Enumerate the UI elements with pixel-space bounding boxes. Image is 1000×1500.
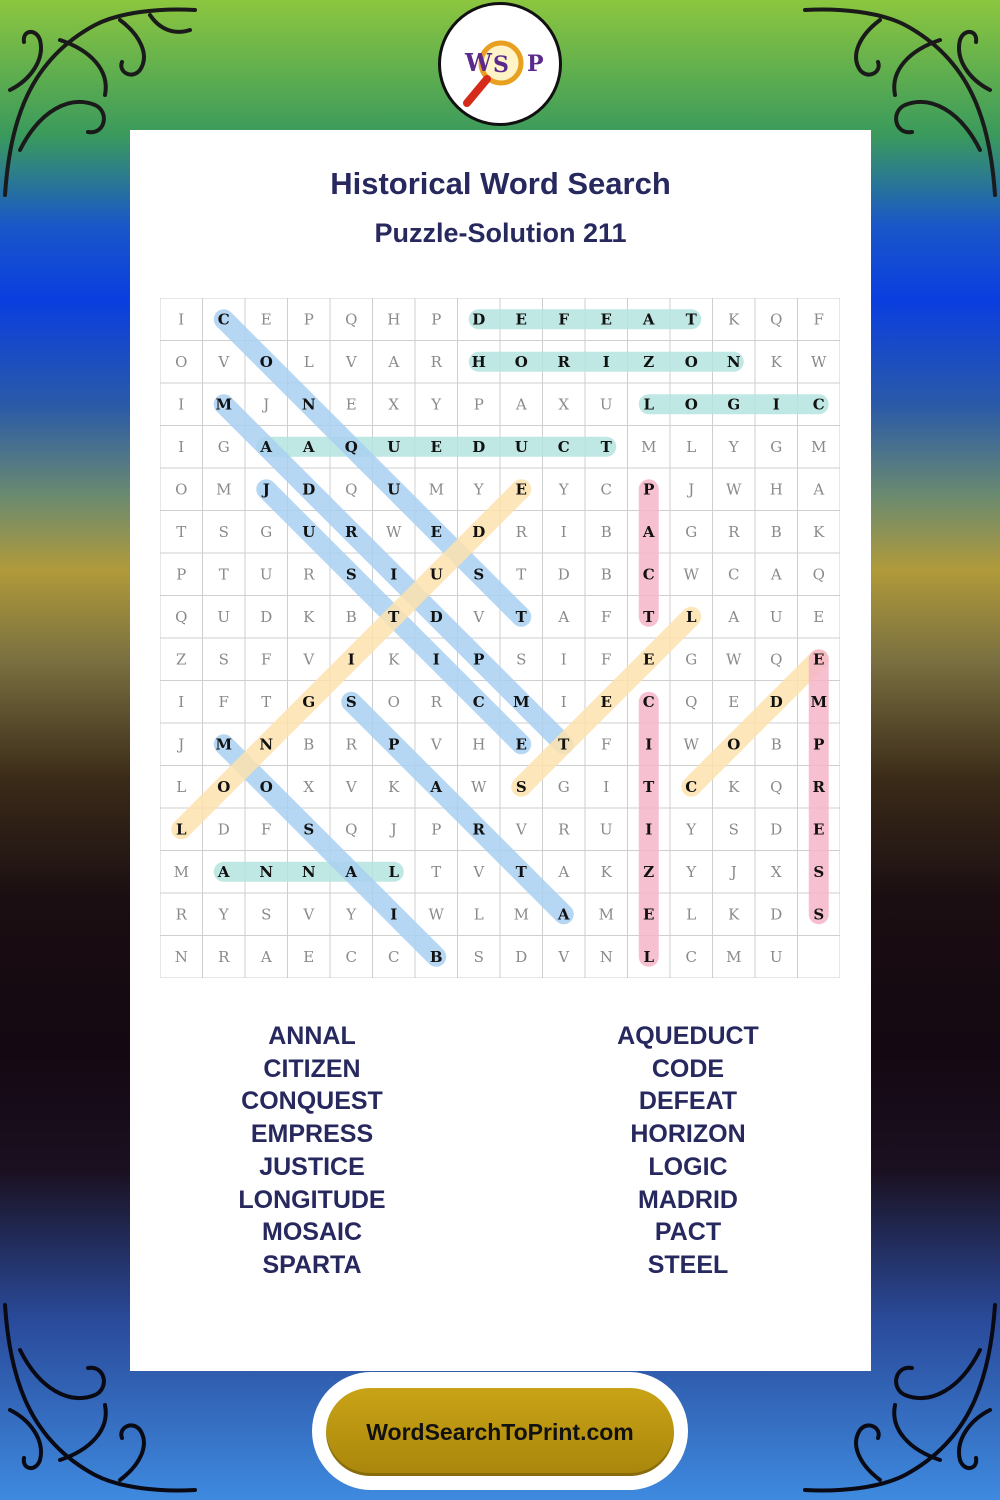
grid-letter: I: [178, 692, 185, 711]
word-list-item: LOGIC: [648, 1152, 728, 1181]
grid-letter: I: [432, 650, 440, 669]
word-list-item: HORIZON: [630, 1120, 746, 1149]
word-list-item: LONGITUDE: [238, 1185, 386, 1214]
grid-letter: I: [178, 395, 185, 414]
page-subtitle: Puzzle-Solution 211: [374, 218, 627, 248]
grid-letter: Z: [176, 650, 187, 669]
grid-letter: A: [813, 480, 825, 499]
wsp-logo[interactable]: [438, 2, 562, 126]
grid-letter: U: [769, 947, 783, 966]
grid-letter: C: [217, 310, 230, 329]
grid-letter: S: [473, 947, 484, 966]
grid-letter: K: [388, 777, 400, 796]
grid-letter: V: [515, 820, 527, 839]
grid-letter: K: [600, 862, 612, 881]
grid-letter: C: [685, 777, 698, 796]
grid-letter: A: [217, 862, 230, 881]
grid-letter: M: [215, 735, 233, 754]
grid-letter: N: [599, 947, 613, 966]
word-list-item: EMPRESS: [250, 1120, 374, 1149]
grid-letter: R: [345, 522, 358, 541]
grid-letter: C: [600, 480, 612, 499]
grid-letter: Z: [643, 352, 655, 371]
grid-letter: U: [769, 607, 783, 626]
grid-letter: H: [769, 480, 783, 499]
grid-letter: V: [345, 352, 357, 371]
grid-letter: A: [345, 862, 358, 881]
grid-letter: O: [259, 777, 273, 796]
grid-letter: F: [601, 607, 612, 626]
word-list-item: CODE: [651, 1054, 725, 1083]
grid-letter: T: [685, 310, 697, 329]
grid-letter: Q: [345, 310, 358, 329]
word-list-item: MOSAIC: [262, 1218, 362, 1247]
grid-letter: B: [600, 565, 612, 584]
grid-letter: S: [218, 650, 229, 669]
grid-letter: T: [261, 692, 272, 711]
word-list-item: JUSTICE: [259, 1152, 365, 1181]
grid-letter: R: [728, 522, 740, 541]
grid-letter: I: [645, 820, 653, 839]
grid-letter: L: [175, 820, 187, 839]
grid-letter: W: [726, 480, 742, 499]
grid-letter: T: [515, 607, 527, 626]
grid-letter: D: [770, 905, 783, 924]
grid-letter: O: [259, 352, 273, 371]
grid-letter: P: [303, 310, 314, 329]
logo-letter-w: W: [465, 48, 492, 77]
grid-letter: M: [428, 480, 444, 499]
grid-letter: P: [388, 735, 400, 754]
grid-letter: X: [558, 395, 570, 414]
grid-letter: T: [218, 565, 229, 584]
grid-letter: E: [515, 735, 527, 754]
grid-letter: S: [728, 820, 739, 839]
word-list-item: PACT: [654, 1218, 722, 1247]
grid-letter: Q: [345, 820, 358, 839]
grid-letter: U: [217, 607, 231, 626]
grid-letter: B: [770, 735, 782, 754]
grid-letter: B: [600, 522, 612, 541]
grid-letter: O: [387, 692, 400, 711]
grid-letter: W: [471, 777, 487, 796]
word-list-item: AQUEDUCT: [617, 1022, 759, 1050]
grid-letter: O: [175, 480, 188, 499]
grid-letter: J: [390, 820, 397, 839]
grid-letter: A: [430, 777, 443, 796]
grid-letter: Q: [770, 310, 783, 329]
grid-letter: M: [810, 692, 828, 711]
grid-letter: R: [303, 565, 315, 584]
grid-letter: Y: [431, 395, 442, 414]
grid-letter: H: [471, 352, 486, 371]
grid-letter: A: [728, 607, 740, 626]
grid-letter: S: [516, 650, 527, 669]
grid-letter: R: [218, 947, 230, 966]
grid-letter: T: [643, 777, 655, 796]
grid-letter: N: [259, 735, 274, 754]
grid-letter: S: [515, 777, 527, 796]
grid-letter: M: [512, 692, 530, 711]
grid-letter: T: [643, 607, 655, 626]
grid-letter: E: [728, 692, 740, 711]
grid-letter: Y: [346, 905, 357, 924]
grid-letter: V: [473, 607, 485, 626]
grid-letter: E: [515, 310, 527, 329]
grid-letter: E: [430, 522, 442, 541]
grid-letter: C: [472, 692, 485, 711]
word-list-item: CONQUEST: [241, 1087, 383, 1116]
grid-letter: C: [557, 437, 570, 456]
grid-letter: I: [603, 777, 610, 796]
grid-letter: C: [642, 692, 655, 711]
grid-letter: D: [472, 310, 486, 329]
grid-letter: Q: [812, 565, 825, 584]
grid-letter: P: [431, 820, 442, 839]
grid-letter: A: [302, 437, 315, 456]
grid-letter: P: [473, 395, 484, 414]
grid-letter: R: [812, 777, 825, 796]
grid-letter: M: [641, 437, 657, 456]
grid-letter: W: [683, 735, 699, 754]
word-list-left: [162, 1020, 462, 1282]
grid-letter: O: [217, 777, 231, 796]
grid-letter: E: [813, 820, 825, 839]
grid-letter: A: [260, 947, 272, 966]
grid-letter: I: [178, 437, 185, 456]
grid-letter: W: [386, 522, 402, 541]
grid-letter: X: [770, 862, 782, 881]
grid-letter: C: [388, 947, 400, 966]
grid-letter: C: [642, 565, 655, 584]
grid-letter: Q: [685, 692, 698, 711]
grid-letter: Y: [728, 437, 739, 456]
grid-letter: L: [643, 395, 655, 414]
grid-letter: N: [726, 352, 741, 371]
grid-letter: J: [263, 395, 270, 414]
grid-letter: I: [772, 395, 780, 414]
grid-letter: O: [514, 352, 528, 371]
puzzle-sheet: [130, 130, 871, 1371]
grid-letter: G: [685, 522, 698, 541]
grid-letter: M: [811, 437, 827, 456]
grid-letter: L: [686, 437, 697, 456]
grid-letter: V: [303, 650, 315, 669]
grid-letter: I: [645, 735, 653, 754]
grid-letter: U: [429, 565, 443, 584]
grid-letter: G: [302, 692, 316, 711]
grid-letter: M: [598, 905, 614, 924]
grid-letter: P: [473, 650, 485, 669]
grid-letter: N: [301, 395, 316, 414]
grid-letter: E: [260, 310, 272, 329]
grid-letter: F: [813, 310, 824, 329]
grid-letter: R: [430, 692, 442, 711]
grid-letter: S: [218, 522, 229, 541]
grid-letter: H: [472, 735, 486, 754]
grid-letter: M: [513, 905, 529, 924]
grid-letter: R: [558, 820, 570, 839]
grid-letter: B: [429, 947, 443, 966]
grid-letter: W: [726, 650, 742, 669]
grid-letter: F: [601, 735, 612, 754]
grid-letter: L: [643, 947, 655, 966]
grid-letter: M: [216, 480, 232, 499]
grid-letter: J: [262, 480, 270, 499]
grid-letter: E: [303, 947, 315, 966]
grid-letter: C: [812, 395, 825, 414]
grid-letter: D: [260, 607, 273, 626]
grid-letter: R: [515, 522, 527, 541]
grid-letter: A: [770, 565, 782, 584]
grid-letter: M: [726, 947, 742, 966]
grid-letter: A: [558, 862, 570, 881]
grid-letter: M: [215, 395, 233, 414]
grid-letter: A: [642, 310, 655, 329]
word-list-item: MADRID: [638, 1185, 738, 1214]
grid-letter: V: [218, 352, 230, 371]
grid-letter: P: [431, 310, 442, 329]
grid-letter: S: [303, 820, 315, 839]
grid-letter: U: [387, 480, 401, 499]
grid-letter: D: [472, 522, 486, 541]
grid-letter: I: [390, 905, 398, 924]
grid-letter: I: [560, 522, 567, 541]
grid-letter: J: [688, 480, 695, 499]
grid-letter: C: [685, 947, 697, 966]
grid-letter: A: [388, 352, 400, 371]
word-list-item: CITIZEN: [263, 1054, 361, 1083]
grid-letter: F: [558, 310, 570, 329]
grid-letter: Y: [473, 480, 484, 499]
grid-letter: Y: [558, 480, 569, 499]
grid-letter: T: [176, 522, 187, 541]
grid-letter: G: [557, 777, 570, 796]
grid-letter: E: [345, 395, 357, 414]
grid-letter: K: [770, 352, 782, 371]
grid-letter: E: [643, 650, 655, 669]
grid-letter: F: [601, 650, 612, 669]
grid-letter: A: [557, 905, 570, 924]
grid-letter: X: [303, 777, 315, 796]
grid-letter: E: [515, 480, 527, 499]
grid-letter: K: [303, 607, 315, 626]
grid-letter: D: [557, 565, 570, 584]
grid-letter: F: [261, 650, 272, 669]
grid-letter: L: [303, 352, 314, 371]
grid-letter: I: [390, 565, 398, 584]
grid-letter: A: [558, 607, 570, 626]
grid-letter: D: [770, 820, 783, 839]
logo-letter-p: P: [527, 51, 544, 77]
grid-letter: Y: [686, 820, 697, 839]
grid-letter: D: [472, 437, 486, 456]
grid-letter: K: [728, 310, 740, 329]
grid-letter: G: [217, 437, 230, 456]
grid-letter: Y: [218, 905, 229, 924]
grid-letter: P: [813, 735, 825, 754]
grid-letter: S: [261, 905, 272, 924]
grid-letter: S: [473, 565, 485, 584]
grid-letter: C: [345, 947, 357, 966]
grid-letter: O: [175, 352, 188, 371]
grid-letter: U: [259, 565, 273, 584]
grid-letter: Z: [643, 862, 655, 881]
grid-letter: J: [178, 735, 185, 754]
grid-letter: U: [599, 820, 613, 839]
grid-letter: E: [600, 692, 612, 711]
grid-letter: J: [730, 862, 737, 881]
grid-letter: K: [728, 905, 740, 924]
grid-letter: F: [218, 692, 229, 711]
grid-letter: I: [178, 310, 185, 329]
grid-letter: V: [303, 905, 315, 924]
grid-letter: W: [683, 565, 699, 584]
grid-letter: P: [643, 480, 655, 499]
grid-letter: R: [472, 820, 485, 839]
grid-letter: T: [515, 862, 527, 881]
grid-letter: T: [431, 862, 442, 881]
grid-letter: A: [642, 522, 655, 541]
page-title: Historical Word Search: [330, 166, 671, 201]
grid-letter: S: [345, 565, 357, 584]
grid-letter: W: [811, 352, 827, 371]
grid-letter: G: [770, 437, 783, 456]
grid-letter: U: [514, 437, 528, 456]
grid-letter: M: [173, 862, 189, 881]
grid-letter: D: [429, 607, 443, 626]
grid-letter: A: [515, 395, 527, 414]
grid-letter: D: [769, 692, 783, 711]
grid-letter: L: [176, 777, 187, 796]
word-list-item: SPARTA: [262, 1250, 362, 1279]
grid-letter: D: [515, 947, 528, 966]
grid-letter: W: [428, 905, 444, 924]
grid-letter: R: [557, 352, 570, 371]
grid-letter: E: [600, 310, 612, 329]
grid-letter: S: [345, 692, 357, 711]
grid-letter: G: [727, 395, 741, 414]
grid-letter: B: [770, 522, 782, 541]
grid-letter: X: [388, 395, 400, 414]
grid-letter: T: [558, 735, 570, 754]
grid-letter: R: [175, 905, 187, 924]
grid-letter: O: [727, 735, 741, 754]
grid-letter: Y: [686, 862, 697, 881]
grid-letter: S: [813, 905, 825, 924]
grid-letter: G: [260, 522, 273, 541]
website-link-button[interactable]: WordSearchToPrint.com: [326, 1388, 674, 1476]
grid-letter: N: [259, 862, 274, 881]
grid-letter: T: [388, 607, 400, 626]
grid-letter: B: [345, 607, 357, 626]
word-list-item: ANNAL: [268, 1022, 356, 1050]
grid-letter: T: [600, 437, 612, 456]
grid-letter: U: [599, 395, 613, 414]
grid-letter: Q: [344, 437, 358, 456]
word-list-item: STEEL: [647, 1250, 729, 1279]
grid-letter: L: [473, 905, 484, 924]
grid-letter: Q: [175, 607, 188, 626]
grid-letter: Q: [345, 480, 358, 499]
grid-letter: H: [387, 310, 401, 329]
grid-letter: V: [345, 777, 357, 796]
grid-letter: U: [387, 437, 401, 456]
logo-letter-s: S: [493, 52, 509, 78]
grid-letter: E: [813, 650, 825, 669]
grid-letter: G: [685, 650, 698, 669]
grid-letter: K: [388, 650, 400, 669]
grid-letter: B: [303, 735, 315, 754]
grid-letter: V: [558, 947, 570, 966]
grid-letter: V: [473, 862, 485, 881]
grid-letter: V: [430, 735, 442, 754]
word-list-item: DEFEAT: [638, 1087, 738, 1116]
grid-letter: A: [260, 437, 273, 456]
grid-letter: Q: [770, 777, 783, 796]
grid-letter: F: [261, 820, 272, 839]
grid-letter: O: [684, 395, 698, 414]
grid-letter: P: [176, 565, 187, 584]
grid-letter: I: [560, 650, 567, 669]
grid-letter: L: [686, 905, 697, 924]
grid-letter: N: [174, 947, 188, 966]
grid-letter: E: [813, 607, 825, 626]
grid-letter: I: [347, 650, 355, 669]
grid-letter: I: [602, 352, 610, 371]
grid-letter: K: [728, 777, 740, 796]
grid-letter: D: [217, 820, 230, 839]
grid-letter: E: [430, 437, 442, 456]
grid-letter: T: [516, 565, 527, 584]
grid-letter: O: [684, 352, 698, 371]
grid-letter: L: [388, 862, 400, 881]
grid-letter: D: [302, 480, 316, 499]
grid-letter: R: [345, 735, 357, 754]
grid-letter: L: [685, 607, 697, 626]
grid-letter: U: [302, 522, 316, 541]
grid-letter: R: [430, 352, 442, 371]
grid-letter: K: [813, 522, 825, 541]
word-list-right: [538, 1020, 838, 1282]
grid-letter: I: [560, 692, 567, 711]
grid-letter: S: [813, 862, 825, 881]
grid-letter: Q: [770, 650, 783, 669]
grid-letter: C: [728, 565, 740, 584]
grid-letter: E: [643, 905, 655, 924]
grid-letter: N: [301, 862, 316, 881]
word-search-grid: [160, 298, 840, 978]
